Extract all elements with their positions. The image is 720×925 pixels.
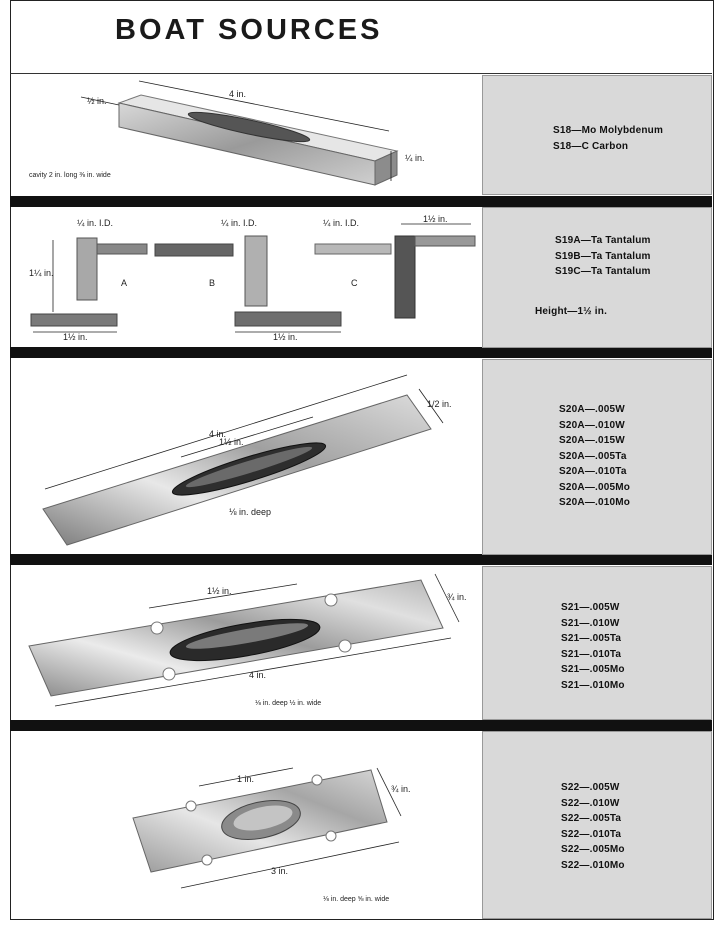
- label-a: A: [121, 278, 128, 288]
- dim-deep: ⅛ in. deep: [229, 507, 272, 517]
- dim-cavity: cavity 2 in. long ⅜ in. wide: [29, 172, 111, 179]
- dim-base-a: 1½ in.: [63, 332, 88, 342]
- product-list: [561, 780, 711, 873]
- dim-height: ¼ in.: [405, 153, 425, 163]
- dim-width: ¾ in.: [447, 592, 467, 602]
- product-list: [555, 233, 711, 280]
- product-list: [553, 123, 711, 154]
- section-separator: [10, 347, 712, 358]
- product-item: S20A—.005Ta: [559, 450, 627, 462]
- title-rule: [10, 73, 712, 74]
- section-separator: [10, 196, 712, 207]
- product-item: S20A—.010Mo: [559, 497, 631, 508]
- product-item: S22—.005W: [561, 782, 620, 793]
- boat-s20a-drawing: [11, 359, 479, 553]
- product-item: S22—.005Ta: [561, 813, 622, 824]
- boat-s22-drawing: [11, 732, 479, 917]
- section-s21-panel: [482, 566, 712, 720]
- product-item: S19A—Ta Tantalum: [555, 235, 651, 246]
- product-item: S20A—.015W: [559, 435, 625, 446]
- product-list: [559, 402, 711, 511]
- product-item: S22—.010W: [561, 797, 620, 809]
- dim-id-a: ¼ in. I.D.: [77, 218, 114, 228]
- dim-length: 4 in.: [209, 429, 227, 439]
- product-item: S19C—Ta Tantalum: [555, 266, 651, 277]
- product-item: S22—.010Mo: [561, 859, 625, 871]
- product-item: S20A—.005Mo: [559, 481, 631, 493]
- dim-cavity: 1 in.: [237, 774, 255, 784]
- dim-top-c: 1½ in.: [423, 214, 448, 224]
- height-note: Height—1½ in.: [535, 306, 608, 317]
- dim-id-b: ¼ in. I.D.: [221, 218, 258, 228]
- dim-width: ¾ in.: [391, 784, 411, 794]
- page-title: BOAT SOURCES: [115, 14, 383, 46]
- section-s22-illustration: [11, 732, 479, 917]
- dim-id-c: ¼ in. I.D.: [323, 218, 360, 228]
- product-item: S22—.010Ta: [561, 828, 622, 840]
- dim-length: 3 in.: [271, 866, 289, 876]
- dim-base-b: 1½ in.: [273, 332, 298, 342]
- product-item: S21—.010Mo: [561, 679, 625, 691]
- section-s20a-illustration: [11, 359, 479, 553]
- label-b: B: [209, 278, 216, 288]
- boat-s19-drawing: [11, 208, 479, 346]
- product-item: S20A—.010W: [559, 419, 625, 431]
- product-item: S21—.005W: [561, 602, 620, 613]
- product-list: [561, 600, 711, 693]
- product-item: S20A—.005W: [559, 404, 625, 415]
- dim-width: ½ in.: [87, 96, 107, 106]
- product-item: S21—.010W: [561, 617, 620, 629]
- product-item: S20A—.010Ta: [559, 466, 627, 477]
- dim-cavity: 1½ in.: [219, 437, 244, 447]
- dim-length: 4 in.: [249, 670, 267, 680]
- section-s18-panel: [482, 75, 712, 195]
- dim-height: 1¼ in.: [29, 268, 54, 278]
- product-item: S22—.005Mo: [561, 844, 625, 855]
- section-s21-illustration: [11, 566, 479, 719]
- section-separator: [10, 554, 712, 565]
- product-item: S21—.005Ta: [561, 633, 622, 644]
- dim-note: ⅛ in. deep ½ in. wide: [255, 700, 322, 707]
- product-item: S18—Mo Molybdenum: [553, 125, 664, 136]
- label-c: C: [351, 278, 358, 288]
- product-item: S18—C Carbon: [553, 140, 629, 152]
- section-s19-illustration: [11, 208, 479, 346]
- dim-length: 4 in.: [229, 89, 247, 99]
- product-item: S19B—Ta Tantalum: [555, 250, 651, 262]
- section-s19-panel: [482, 207, 712, 348]
- section-s18-illustration: [11, 75, 479, 195]
- section-separator: [10, 720, 712, 731]
- dim-width: 1/2 in.: [427, 399, 452, 409]
- product-item: S21—.010Ta: [561, 648, 622, 660]
- section-s22-panel: [482, 731, 712, 919]
- boat-s21-drawing: [11, 566, 479, 719]
- section-s20a-panel: [482, 359, 712, 555]
- dim-cavity: 1½ in.: [207, 586, 232, 596]
- dim-note: ⅛ in. deep ⅝ in. wide: [323, 896, 390, 903]
- product-item: S21—.005Mo: [561, 664, 625, 675]
